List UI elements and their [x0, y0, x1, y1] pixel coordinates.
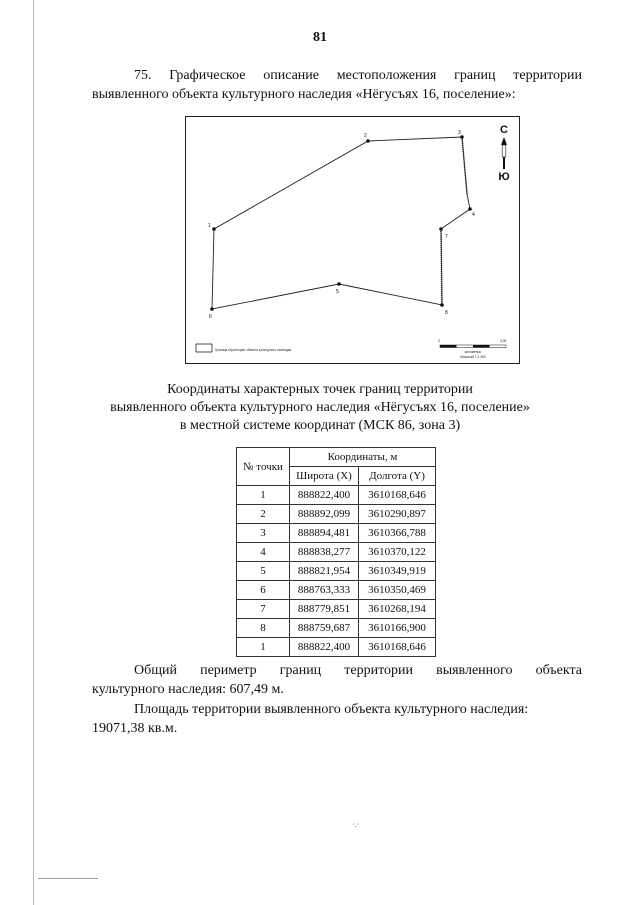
map-point-1: [212, 227, 216, 231]
table-row: [237, 619, 436, 638]
perimeter-text: Общий периметр границ территории выявленного объекта: [134, 663, 582, 678]
cell-y: 3610268,194: [359, 600, 436, 619]
scan-bottom-line: [38, 878, 98, 879]
page-number: 81: [313, 30, 327, 45]
map-point-label: 2: [364, 133, 367, 139]
map-point-7: [439, 227, 443, 231]
coordinates-title-line: Координаты характерных точек границ территории: [167, 382, 473, 397]
table-row: [237, 638, 436, 657]
cell-x: 888779,851: [290, 600, 359, 619]
cell-y: 3610349,919: [359, 562, 436, 581]
legend-swatch: [196, 344, 212, 352]
scale-bar: [440, 345, 506, 348]
cell-y: 3610168,646: [359, 486, 436, 505]
table-row: [237, 543, 436, 562]
scale-end: 0,05: [500, 339, 507, 343]
cell-y: 3610350,469: [359, 581, 436, 600]
map-point-label: 8: [445, 310, 448, 316]
cell-point: 3: [237, 524, 290, 543]
col-lon-header: Долгота (Y): [359, 467, 436, 486]
map-point-label: 6: [209, 314, 212, 320]
map-point-label: 3: [458, 130, 461, 136]
scale-unit: километры: [464, 350, 482, 354]
boundary-map: [185, 116, 520, 364]
dense-edge: [462, 137, 467, 194]
cell-y: 3610290,897: [359, 505, 436, 524]
table-row: [237, 581, 436, 600]
area-text: Площадь территории выявленного объекта культурного наследия:: [134, 702, 529, 717]
cell-y: 3610168,646: [359, 638, 436, 657]
table-row: [237, 600, 436, 619]
cell-point: 8: [237, 619, 290, 638]
map-point-label: 4: [472, 212, 475, 218]
section-heading: 75. Графическое описание местоположения границ территории выявленного объекта культурного наследия «Нёгусъях 16, поселение»:: [92, 68, 582, 102]
col-coords-header: Координаты, м: [290, 448, 436, 467]
cell-y: 3610166,900: [359, 619, 436, 638]
scan-speck: ·.·: [352, 820, 360, 829]
col-point-header: № точки: [237, 448, 290, 486]
map-point-label: 5: [336, 289, 339, 295]
coordinates-title-line: выявленного объекта культурного наследия «Нёгусъях 16, поселение»: [110, 400, 530, 415]
map-point-label: 7: [445, 234, 448, 240]
map-point-2: [366, 139, 370, 143]
north-arrow-icon: [501, 137, 507, 169]
cell-point: 1: [237, 486, 290, 505]
south-label: Ю: [498, 171, 510, 183]
table-header-row: [237, 448, 436, 467]
map-point-6: [210, 307, 214, 311]
table-row: [237, 486, 436, 505]
map-point-4: [468, 207, 472, 211]
cell-point: 4: [237, 543, 290, 562]
cell-x: 888822,400: [290, 486, 359, 505]
cell-y: 3610366,788: [359, 524, 436, 543]
coordinates-table: [236, 447, 436, 657]
boundary-line: [212, 137, 470, 309]
legend-text: Граница территории объекта культурного наследия: [215, 348, 292, 352]
map-point-label: 1: [208, 223, 211, 229]
cell-x: 888838,277: [290, 543, 359, 562]
cell-point: 2: [237, 505, 290, 524]
cell-x: 888821,954: [290, 562, 359, 581]
cell-point: 1: [237, 638, 290, 657]
coordinates-title: [0, 381, 640, 435]
table-row: [237, 524, 436, 543]
cell-x: 888894,481: [290, 524, 359, 543]
boundary-map-svg: [186, 117, 521, 365]
cell-x: 888763,333: [290, 581, 359, 600]
area-value: 19071,38 кв.м.: [92, 721, 178, 736]
cell-x: 888759,687: [290, 619, 359, 638]
coordinates-title-line: в местной системе координат (МСК 86, зона 3): [179, 418, 461, 433]
cell-point: 7: [237, 600, 290, 619]
table-row: [237, 505, 436, 524]
scale-text: Масштаб 1:1 300: [460, 355, 486, 359]
cell-point: 6: [237, 581, 290, 600]
col-lat-header: Широта (X): [290, 467, 359, 486]
cell-x: 888822,400: [290, 638, 359, 657]
map-point-5: [337, 282, 341, 286]
scan-edge-line: [33, 0, 34, 905]
scale-start: 0: [438, 339, 440, 343]
cell-point: 5: [237, 562, 290, 581]
cell-x: 888892,099: [290, 505, 359, 524]
map-point-8: [440, 303, 444, 307]
north-label: С: [500, 124, 508, 136]
table-row: [237, 562, 436, 581]
perimeter-value: культурного наследия: 607,49 м.: [92, 682, 284, 697]
cell-y: 3610370,122: [359, 543, 436, 562]
